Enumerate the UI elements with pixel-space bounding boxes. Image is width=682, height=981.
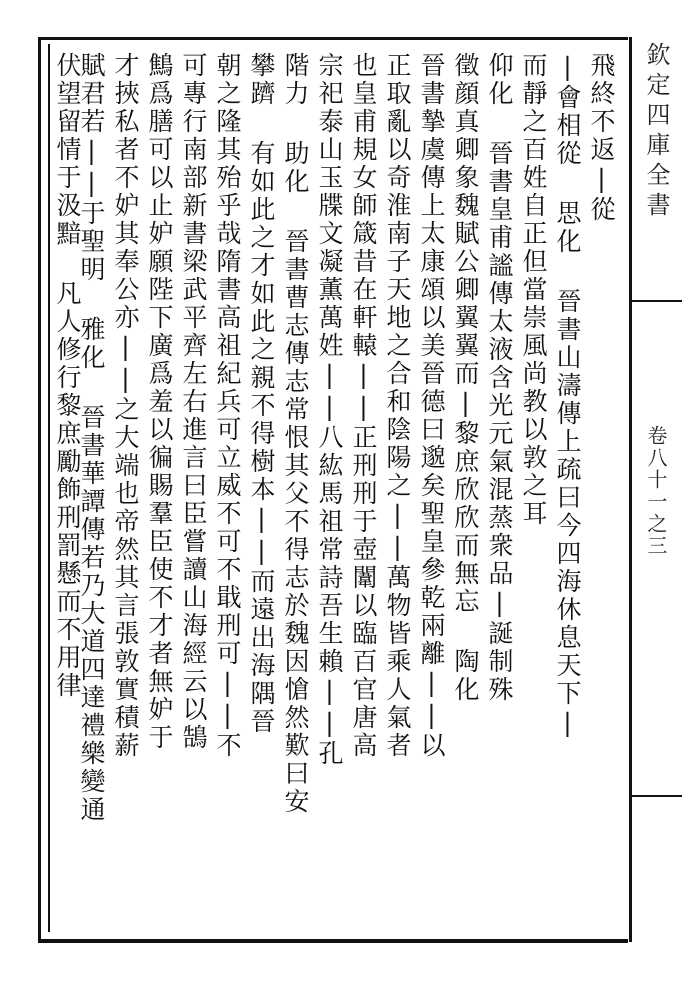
text-column: 鷦爲膳可以止妒願陛下廣爲羞以徧賜羣臣使不才者無妒于 xyxy=(145,52,174,752)
text-column: 可專行南部新書梁武平齊左右進言曰臣嘗讀山海經云以鵠 xyxy=(179,52,208,752)
margin-volume-label: 卷八十一之三 xyxy=(644,425,668,557)
text-column: 賦君若||于聖明 雅化 晉書華譚傳若乃大道四達禮樂變通 xyxy=(77,52,106,824)
text-column: 而靜之百姓自正但當崇風尚教以敦之耳 xyxy=(519,52,548,528)
text-column: 晉書摯虞傳上太康頌以美晉德曰邈矣聖皇參乾兩離||以 xyxy=(417,52,446,760)
margin-tick xyxy=(632,300,682,302)
text-column: |會相從 思化 晉書山濤傳上疏曰今四海休息天下| xyxy=(553,52,582,740)
text-column: 正取亂以奇淮南子天地之合和陰陽之||萬物皆乘人氣者 xyxy=(383,52,412,760)
text-column: 飛終不返|從 xyxy=(587,52,616,224)
margin-tick xyxy=(632,795,682,797)
margin-book-title: 欽定四庫全書 xyxy=(642,42,670,222)
text-column: 才挾私者不妒其奉公亦||之大端也帝然其言張敦實積薪 xyxy=(111,52,140,760)
bottom-border-line xyxy=(38,940,628,943)
margin-rule xyxy=(629,37,632,942)
text-column: 仰化 晉書皇甫謐傳太液含光元氣混蒸衆品|誕制殊 xyxy=(485,52,514,704)
text-column: 也皇甫規女師箴昔在軒轅||正刑刑于壺闈以臨百官唐高 xyxy=(349,52,378,760)
text-column: 宗祀泰山玉牒文凝薫萬姓||八紘馬祖常詩吾生賴||孔 xyxy=(315,52,344,768)
text-column: 徵顔真卿象魏賦公卿翼翼而|黎庶欣欣而無忘 陶化 xyxy=(451,52,480,704)
text-column: 攀躋 有如此之才如此之親不得樹本||而遠出海隅晉 xyxy=(247,52,276,736)
text-column: 朝之隆其殆乎哉隋書高祖紀兵可立威不可不戢刑可||不 xyxy=(213,52,242,760)
text-column: 伏望留情于汲黯 凡人修行黎庶勵飾刑罰懸而不用律 xyxy=(53,52,82,700)
text-column: 階力 助化 晉書曹志傳志常恨其父不得志於魏因愴然歎曰安 xyxy=(281,52,310,816)
